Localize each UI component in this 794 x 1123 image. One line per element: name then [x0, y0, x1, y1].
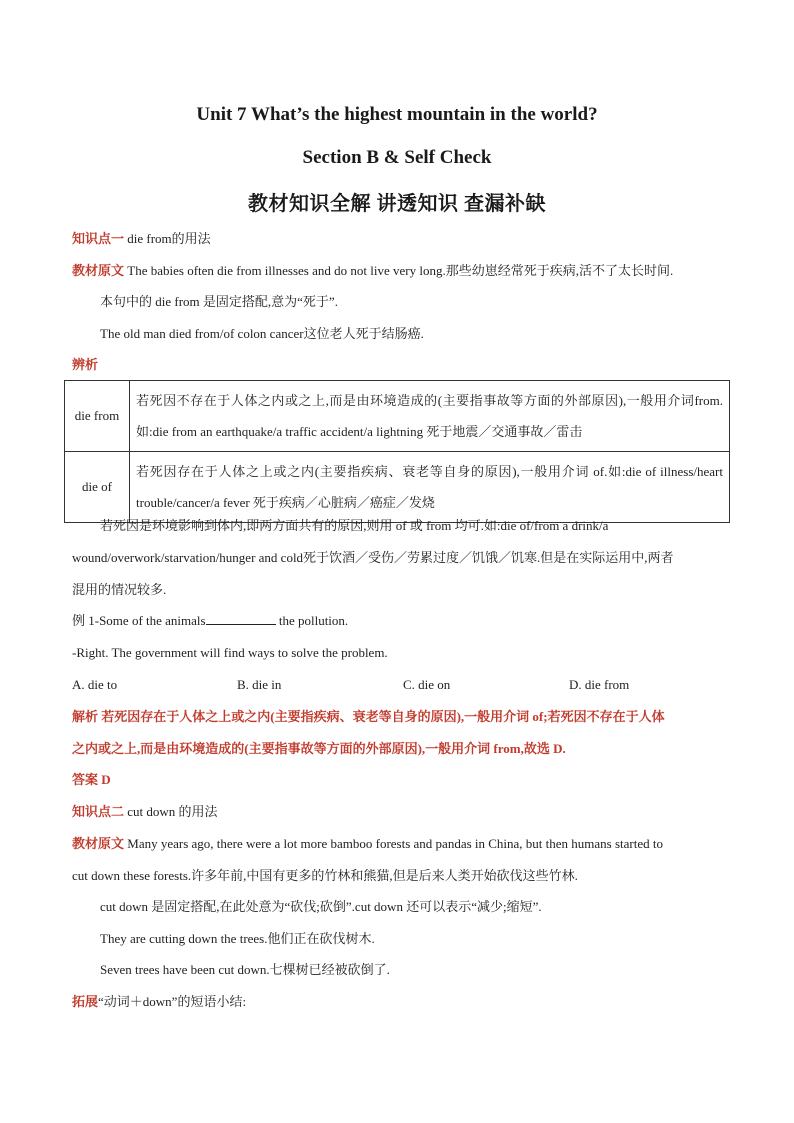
option-b: B. die in: [237, 677, 282, 692]
exercise-prefix: 例 1-Some of the animals: [72, 613, 206, 628]
example-1: The old man died from/of colon cancer这位老人死于结肠癌.: [100, 326, 424, 341]
section-heading: 教材知识全解 讲透知识 查漏补缺: [248, 193, 546, 215]
example-2a: They are cutting down the trees.他们正在砍伐树木.: [100, 931, 375, 946]
explanation-label: 解析: [72, 709, 99, 724]
source-sentence: Many years ago, there were a lot more bamboo forests and pandas in China, but then humans started to: [124, 836, 664, 851]
point-text: cut down 的用法: [124, 804, 218, 819]
note-1: 本句中的 die from 是固定搭配,意为“死于”.: [100, 294, 338, 309]
source-label: 教材原文: [72, 263, 125, 278]
knowledge-point-1: [72, 230, 211, 248]
comparison-table: [64, 380, 730, 523]
point-text: die from的用法: [124, 231, 211, 246]
table-key: die from: [65, 381, 130, 452]
exercise-1: [72, 612, 348, 630]
analysis-heading: [72, 356, 98, 374]
section-subtitle: Section B & Self Check: [302, 147, 492, 168]
example-2b: Seven trees have been cut down.七棵树已经被砍倒了.: [100, 962, 390, 977]
extend-text: “动词＋down”的短语小结:: [98, 994, 247, 1009]
explanation-line: 之内或之上,而是由环境造成的(主要指事故等方面的外部原因),一般用介词 from,故选 D.: [72, 741, 566, 756]
point-label: 知识点一: [72, 231, 125, 246]
paragraph-line: 混用的情况较多.: [72, 582, 167, 597]
answer-blank: [206, 612, 276, 625]
table-row: [65, 452, 730, 523]
table-row: [65, 381, 730, 452]
note-2: cut down 是固定搭配,在此处意为“砍伐;砍倒”.cut down 还可以表示“减少;缩短”.: [100, 899, 542, 914]
explanation-line: [72, 708, 665, 726]
option-d: D. die from: [569, 677, 630, 692]
source-sentence: The babies often die from illnesses and do not live very long.那些幼崽经常死于疾病,活不了太长时间.: [124, 263, 674, 278]
answer-line: [72, 771, 111, 789]
table-value: 若死因不存在于人体之内或之上,而是由环境造成的(主要指事故等方面的外部原因),一般用介词from.如:die from an earthquake/a traffic accident/a lightning 死于地震／交通事故／雷击: [130, 381, 730, 452]
explanation-text: 若死因存在于人体之上或之内(主要指疾病、衰老等自身的原因),一般用介词 of;若死因不存在于人体: [98, 709, 665, 724]
knowledge-point-2: [72, 803, 218, 821]
option-a: A. die to: [72, 677, 118, 692]
point-label: 知识点二: [72, 804, 125, 819]
source-label: 教材原文: [72, 836, 125, 851]
option-c: C. die on: [403, 677, 451, 692]
answer-label: 答案: [72, 772, 99, 787]
table-value: 若死因存在于人体之上或之内(主要指疾病、衰老等自身的原因),一般用介词 of.如:die of illness/heart trouble/cancer/a fever 死于疾病／心脏病／癌症／发烧: [130, 452, 730, 523]
paragraph-line: wound/overwork/starvation/hunger and cold死于饮酒／受伤／劳累过度／饥饿／饥寒.但是在实际运用中,两者: [72, 550, 674, 565]
exercise-dialogue: -Right. The government will find ways to solve the problem.: [72, 645, 388, 660]
answer-value: D: [98, 772, 111, 787]
source-sentence-cont: cut down these forests.许多年前,中国有更多的竹林和熊猫,但是后来人类开始砍伐这些竹林.: [72, 868, 578, 883]
paragraph-line: 若死因是环境影响到体内,即两方面共有的原因,则用 of 或 from 均可.如:die of/from a drink/a: [100, 518, 609, 533]
unit-title: Unit 7 What’s the highest mountain in the world?: [196, 104, 598, 125]
table-key: die of: [65, 452, 130, 523]
analysis-label: 辨析: [72, 357, 99, 372]
source-text-2: [72, 835, 663, 853]
exercise-suffix: the pollution.: [275, 613, 349, 628]
extend-label: 拓展: [72, 994, 99, 1009]
source-text-1: [72, 262, 673, 280]
extend-line: [72, 993, 246, 1011]
